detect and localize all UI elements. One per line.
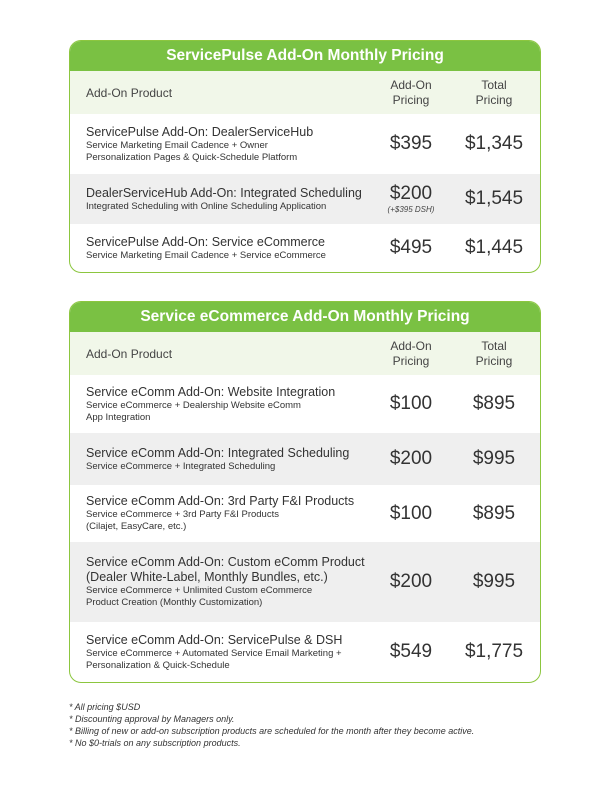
- addon-price: $200: [389, 183, 433, 204]
- total-price-cell: [450, 448, 538, 470]
- table-row: [70, 542, 540, 622]
- table-header: [70, 332, 540, 375]
- header-product: Add-On Product: [86, 85, 173, 100]
- addon-price-cell: [372, 133, 450, 155]
- product-cell: [70, 235, 372, 262]
- table-row: [70, 375, 540, 433]
- total-price: $895: [472, 393, 516, 414]
- product-cell: [70, 125, 372, 164]
- header-total-line1: Total: [481, 77, 507, 92]
- total-price-cell: [450, 237, 538, 259]
- footnote: * All pricing $USD: [69, 702, 141, 712]
- product-desc: Product Creation (Monthly Customization): [86, 597, 263, 608]
- product-cell: [70, 385, 372, 424]
- servicepulse-pricing-table: [69, 40, 541, 273]
- product-desc: Service eCommerce + 3rd Party F&I Products: [86, 509, 279, 520]
- total-price-cell: [450, 641, 538, 663]
- product-desc: Personalization & Quick-Schedule: [86, 659, 230, 671]
- product-cell: [70, 633, 372, 672]
- addon-price: $395: [389, 133, 433, 154]
- header-addon-line2: Pricing: [392, 353, 430, 368]
- header-addon-line1: Add-On: [390, 77, 432, 92]
- product-desc: Service eCommerce + Automated Service Email Marketing +: [86, 647, 342, 659]
- header-total-pricing: [450, 78, 538, 108]
- total-price-cell: [450, 571, 538, 593]
- product-cell: [70, 446, 372, 473]
- footnote: * Discounting approval by Managers only.: [69, 714, 235, 724]
- header-total-line2: Pricing: [475, 353, 513, 368]
- total-price: $995: [472, 571, 516, 592]
- product-name-line2: (Dealer White-Label, Monthly Bundles, etc.): [86, 570, 328, 584]
- addon-price: $495: [389, 237, 433, 258]
- table-row: [70, 114, 540, 174]
- product-desc: Service eCommerce + Dealership Website eComm: [86, 399, 301, 411]
- addon-price-cell: [372, 393, 450, 415]
- addon-price-cell: [372, 571, 450, 593]
- product-desc: Service eCommerce + Integrated Scheduling: [86, 460, 276, 472]
- product-name: ServicePulse Add-On: Service eCommerce: [86, 234, 325, 249]
- product-desc: Integrated Scheduling with Online Scheduling Application: [86, 200, 327, 212]
- addon-price: $549: [389, 641, 433, 662]
- total-price-cell: [450, 188, 538, 210]
- header-total-line2: Pricing: [475, 92, 513, 107]
- addon-price: $200: [389, 571, 433, 592]
- table-row: [70, 485, 540, 542]
- footnote: * No $0-trials on any subscription products.: [69, 738, 241, 748]
- price-note: (+$395 DSH): [387, 205, 435, 214]
- total-price-cell: [450, 503, 538, 525]
- service-ecommerce-pricing-table: [69, 301, 541, 683]
- addon-price-cell: [372, 237, 450, 259]
- product-desc: App Integration: [86, 411, 151, 423]
- product-name: Service eComm Add-On: Integrated Scheduling: [86, 445, 350, 460]
- total-price: $1,545: [464, 188, 524, 209]
- addon-price-cell: [372, 503, 450, 525]
- product-desc: Personalization Pages & Quick-Schedule Platform: [86, 151, 298, 163]
- footnote: * Billing of new or add-on subscription products are scheduled for the month after they become active.: [69, 726, 475, 736]
- product-name: DealerServiceHub Add-On: Integrated Scheduling: [86, 185, 362, 200]
- total-price-cell: [450, 393, 538, 415]
- table-row: [70, 433, 540, 485]
- header-addon-line1: Add-On: [390, 338, 432, 353]
- header-total-line1: Total: [481, 338, 507, 353]
- table-title: Service eCommerce Add-On Monthly Pricing: [70, 302, 540, 332]
- product-desc: Service Marketing Email Cadence + Owner: [86, 139, 268, 151]
- product-cell: [70, 555, 372, 609]
- total-price: $995: [472, 448, 516, 469]
- header-addon-pricing: [372, 78, 450, 108]
- header-addon-pricing: [372, 339, 450, 369]
- product-name: Service eComm Add-On: Website Integration: [86, 384, 336, 399]
- table-row: [70, 224, 540, 272]
- header-product: Add-On Product: [86, 346, 173, 361]
- product-desc: (Cilajet, EasyCare, etc.): [86, 521, 187, 532]
- table-title: ServicePulse Add-On Monthly Pricing: [70, 41, 540, 71]
- product-name: Service eComm Add-On: ServicePulse & DSH: [86, 632, 343, 647]
- product-name: Service eComm Add-On: Custom eComm Product: [86, 555, 365, 569]
- product-name: Service eComm Add-On: 3rd Party F&I Products: [86, 494, 355, 508]
- addon-price: $100: [389, 502, 433, 524]
- table-row: [70, 622, 540, 682]
- addon-price-cell: [372, 641, 450, 663]
- product-desc: Service eCommerce + Unlimited Custom eCommerce: [86, 585, 313, 596]
- total-price: $1,445: [464, 237, 524, 258]
- table-header: [70, 71, 540, 114]
- product-desc: Service Marketing Email Cadence + Service eCommerce: [86, 249, 326, 261]
- total-price: $1,775: [464, 641, 524, 662]
- product-cell: [70, 186, 372, 213]
- addon-price-cell: [372, 183, 450, 215]
- total-price-cell: [450, 133, 538, 155]
- table-row: [70, 174, 540, 224]
- total-price: $1,345: [464, 133, 524, 154]
- header-total-pricing: [450, 339, 538, 369]
- header-addon-line2: Pricing: [392, 92, 430, 107]
- footnotes: [69, 701, 474, 749]
- addon-price-cell: [372, 448, 450, 470]
- product-name: ServicePulse Add-On: DealerServiceHub: [86, 124, 314, 139]
- addon-price: $200: [389, 448, 433, 469]
- total-price: $895: [472, 502, 516, 524]
- addon-price: $100: [389, 393, 433, 414]
- product-cell: [70, 494, 372, 533]
